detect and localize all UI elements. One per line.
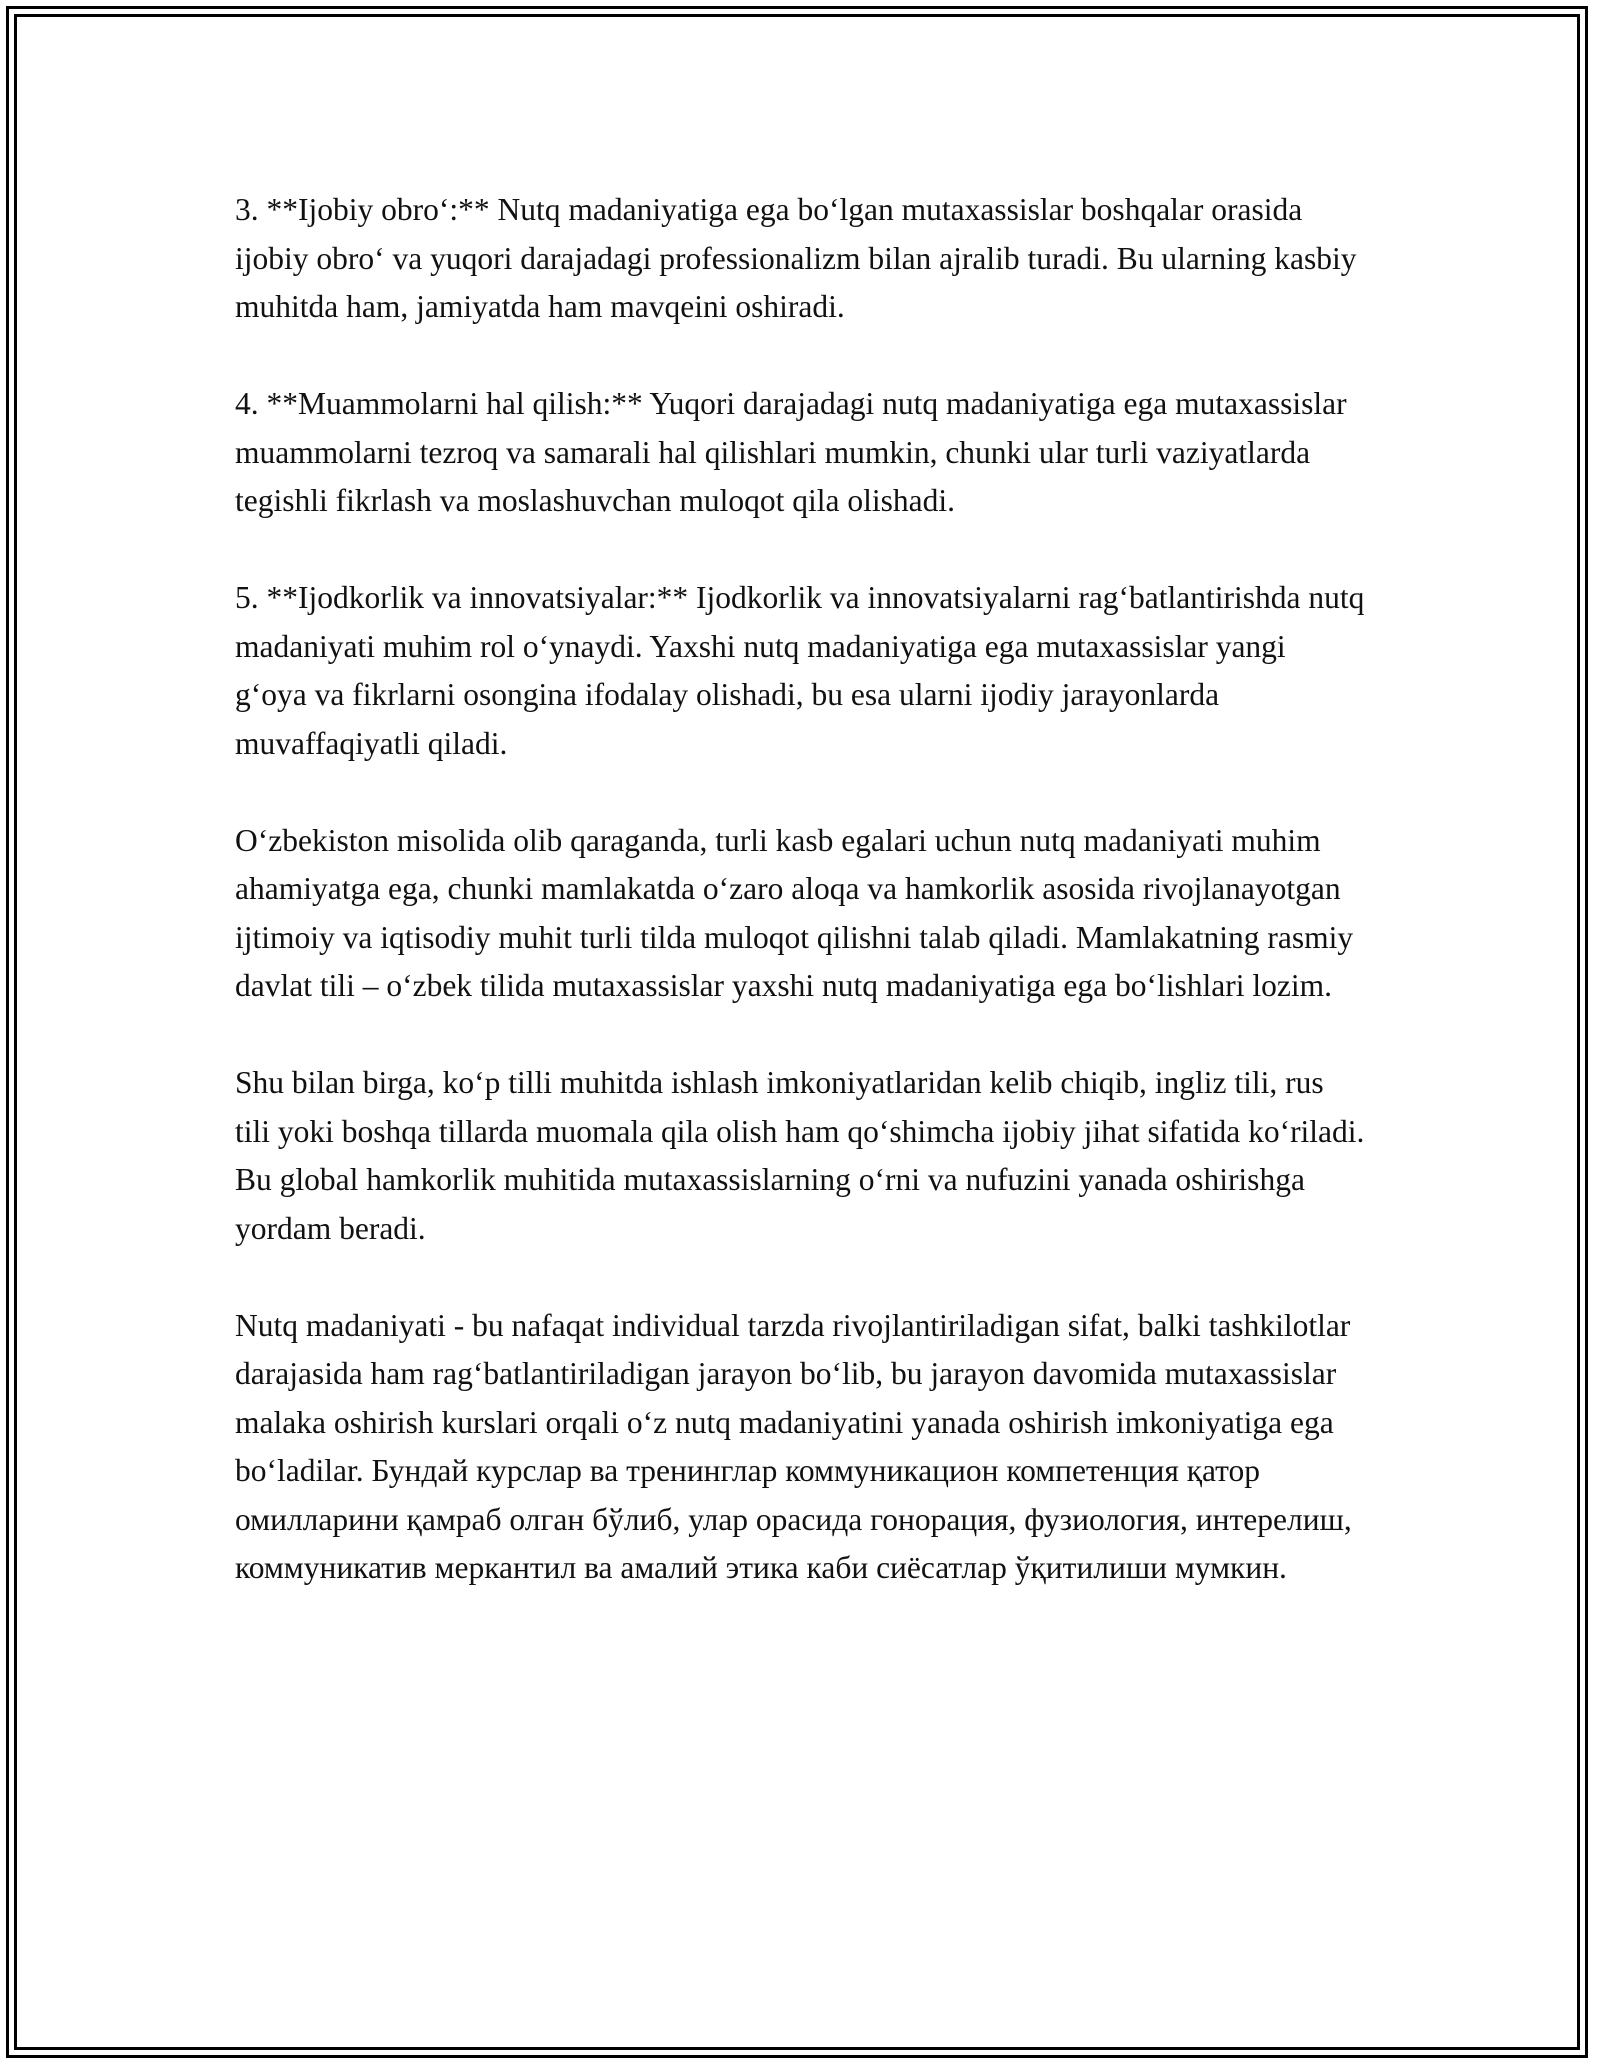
paragraph-muammolarni-hal-qilish: 4. **Muammolarni hal qilish:** Yuqori darajadagi nutq madaniyatiga ega mutaxassislar muammolarni tezroq va samarali hal qilishlari mumkin, chunki ular turli vaziyatlarda tegishli fikrlash va moslashuvchan muloqot qila olishadi. bbox=[235, 386, 1347, 518]
paragraph-ijobiy-obro: 3. **Ijobiy obro‘:** Nutq madaniyatiga ega bo‘lgan mutaxassislar boshqalar orasida ijobiy obro‘ va yuqori darajadagi professionalizm bilan ajralib turadi. Bu ularning kasbiy muhitda ham, jamiyatda ham mavqeini oshiradi. bbox=[235, 192, 1357, 324]
paragraph-nutq-madaniyati: Nutq madaniyati - bu nafaqat individual tarzda rivojlantiriladigan sifat, balki tashkilotlar darajasida ham rag‘batlantiriladigan jarayon bo‘lib, bu jarayon davomida mutaxassislar malaka oshirish kurslari orqali o‘z nutq madaniyatini yanada oshirish imkoniyatiga ega bo‘ladilar. Бундай курслар ва тренинглар коммуникацион компетенция қатор омилларини қамраб олган бўлиб, улар орасида гонорация, фузиология, интерелиш, коммуникатив меркантил ва амалий этика каби сиёсатлар ўқитилиши мумкин. bbox=[235, 1307, 1352, 1585]
document-body bbox=[235, 186, 1365, 1593]
paragraph-ozbekiston: O‘zbekiston misolida olib qaraganda, turli kasb egalari uchun nutq madaniyati muhim ahamiyatga ega, chunki mamlakatda o‘zaro aloqa va hamkorlik asosida rivojlanayotgan ijtimoiy va iqtisodiy muhit turli tilda muloqot qilishni talab qiladi. Mamlakatning rasmiy davlat tili – o‘zbek tilida mutaxassislar yaxshi nutq madaniyatiga ega bo‘lishlari lozim. bbox=[235, 822, 1354, 1003]
paragraph-ijodkorlik: 5. **Ijodkorlik va innovatsiyalar:** Ijodkorlik va innovatsiyalarni rag‘batlantirishda nutq madaniyati muhim rol o‘ynaydi. Yaxshi nutq madaniyatiga ega mutaxassislar yangi g‘oya va fikrlarni osongina ifodalay olishadi, bu esa ularni ijodiy jarayonlarda muvaffaqiyatli qiladi. bbox=[235, 580, 1365, 761]
paragraph-kop-tilli: Shu bilan birga, ko‘p tilli muhitda ishlash imkoniyatlaridan kelib chiqib, ingliz tili, rus tili yoki boshqa tillarda muomala qila olish ham qo‘shimcha ijobiy jihat sifatida ko‘riladi. Bu global hamkorlik muhitida mutaxassislarning o‘rni va nufuzini yanada oshirishga yordam beradi. bbox=[235, 1065, 1365, 1246]
